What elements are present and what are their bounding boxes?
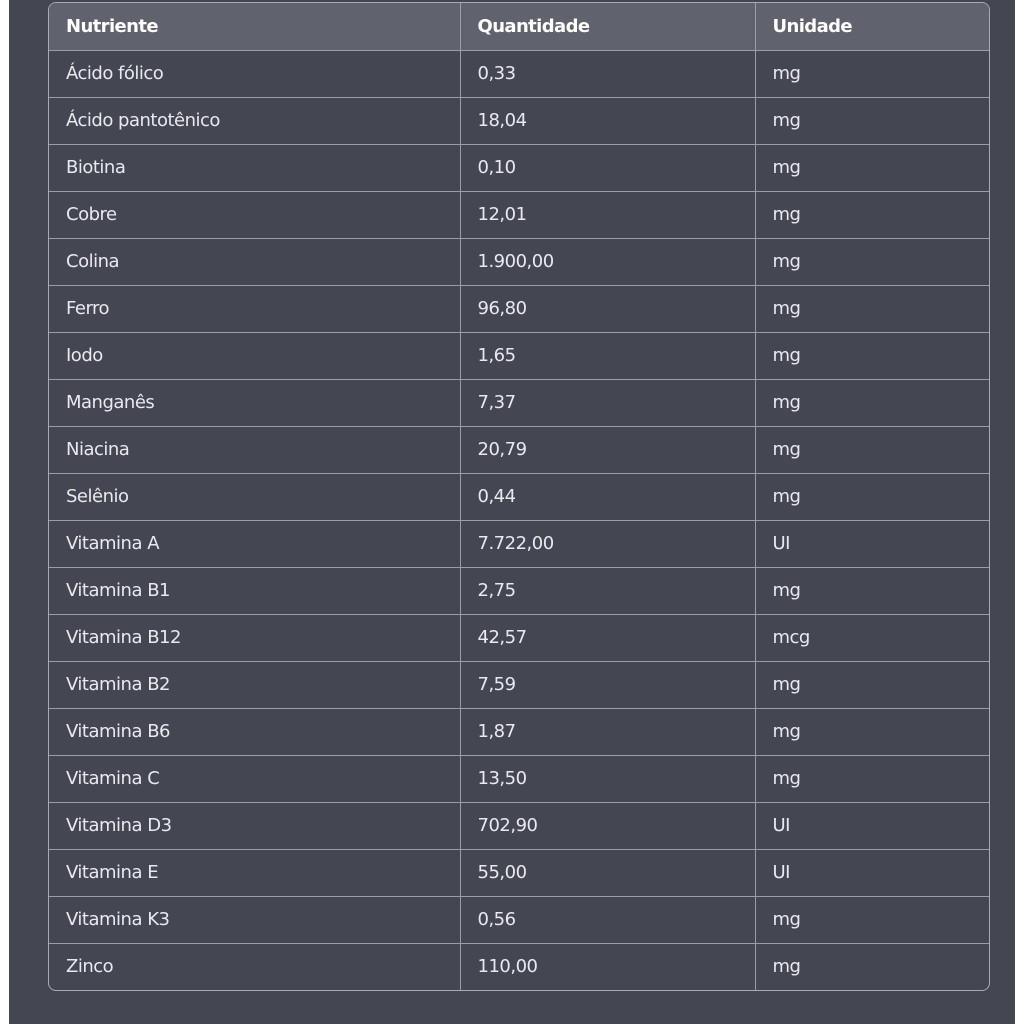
cell-nutrient: Iodo — [49, 332, 460, 379]
cell-quantity: 7.722,00 — [460, 520, 755, 567]
cell-quantity: 7,37 — [460, 379, 755, 426]
cell-unit: mg — [755, 238, 989, 285]
table-row — [49, 896, 989, 943]
cell-nutrient: Niacina — [49, 426, 460, 473]
cell-quantity: 42,57 — [460, 614, 755, 661]
table-row — [49, 50, 989, 97]
table-row — [49, 661, 989, 708]
table-row — [49, 567, 989, 614]
cell-unit: mg — [755, 708, 989, 755]
cell-nutrient: Selênio — [49, 473, 460, 520]
cell-unit: mg — [755, 661, 989, 708]
cell-nutrient: Ácido pantotênico — [49, 97, 460, 144]
table-row — [49, 520, 989, 567]
cell-nutrient: Vitamina K3 — [49, 896, 460, 943]
cell-quantity: 96,80 — [460, 285, 755, 332]
page-background — [9, 0, 1015, 1024]
cell-quantity: 12,01 — [460, 191, 755, 238]
table-row — [49, 285, 989, 332]
cell-unit: mg — [755, 896, 989, 943]
cell-unit: mg — [755, 755, 989, 802]
table-row — [49, 332, 989, 379]
table-row — [49, 708, 989, 755]
cell-unit: mg — [755, 50, 989, 97]
table-row — [49, 849, 989, 896]
cell-unit: mg — [755, 285, 989, 332]
cell-nutrient: Vitamina B12 — [49, 614, 460, 661]
cell-nutrient: Vitamina B1 — [49, 567, 460, 614]
cell-nutrient: Zinco — [49, 943, 460, 990]
cell-nutrient: Vitamina A — [49, 520, 460, 567]
cell-unit: mg — [755, 97, 989, 144]
table-row — [49, 802, 989, 849]
cell-unit: mg — [755, 379, 989, 426]
table-row — [49, 473, 989, 520]
cell-quantity: 2,75 — [460, 567, 755, 614]
table-row — [49, 238, 989, 285]
cell-quantity: 13,50 — [460, 755, 755, 802]
cell-nutrient: Vitamina B2 — [49, 661, 460, 708]
table-row — [49, 943, 989, 990]
cell-unit: mg — [755, 191, 989, 238]
cell-nutrient: Colina — [49, 238, 460, 285]
table-row — [49, 755, 989, 802]
table-row — [49, 426, 989, 473]
cell-quantity: 0,44 — [460, 473, 755, 520]
table-header-row — [49, 3, 989, 50]
nutrient-table — [49, 3, 989, 990]
cell-quantity: 702,90 — [460, 802, 755, 849]
cell-quantity: 0,56 — [460, 896, 755, 943]
cell-quantity: 110,00 — [460, 943, 755, 990]
cell-quantity: 1.900,00 — [460, 238, 755, 285]
cell-unit: mg — [755, 473, 989, 520]
cell-quantity: 0,10 — [460, 144, 755, 191]
cell-unit: UI — [755, 802, 989, 849]
cell-quantity: 7,59 — [460, 661, 755, 708]
cell-quantity: 1,87 — [460, 708, 755, 755]
cell-unit: mg — [755, 144, 989, 191]
cell-nutrient: Manganês — [49, 379, 460, 426]
cell-quantity: 18,04 — [460, 97, 755, 144]
cell-nutrient: Vitamina E — [49, 849, 460, 896]
cell-quantity: 55,00 — [460, 849, 755, 896]
cell-nutrient: Ferro — [49, 285, 460, 332]
cell-nutrient: Vitamina B6 — [49, 708, 460, 755]
column-header-quantity: Quantidade — [460, 3, 755, 50]
cell-quantity: 0,33 — [460, 50, 755, 97]
cell-unit: mg — [755, 426, 989, 473]
table-row — [49, 191, 989, 238]
cell-unit: mg — [755, 567, 989, 614]
cell-quantity: 1,65 — [460, 332, 755, 379]
cell-quantity: 20,79 — [460, 426, 755, 473]
cell-nutrient: Cobre — [49, 191, 460, 238]
nutrient-table-container — [48, 2, 990, 991]
cell-unit: mg — [755, 332, 989, 379]
table-row — [49, 144, 989, 191]
cell-unit: mcg — [755, 614, 989, 661]
cell-unit: UI — [755, 849, 989, 896]
cell-nutrient: Biotina — [49, 144, 460, 191]
cell-unit: mg — [772, 956, 801, 978]
cell-nutrient: Ácido fólico — [49, 50, 460, 97]
table-row — [49, 97, 989, 144]
column-header-nutrient: Nutriente — [49, 3, 460, 50]
table-row — [49, 614, 989, 661]
table-row — [49, 379, 989, 426]
cell-unit: UI — [755, 520, 989, 567]
table-body — [49, 50, 989, 990]
cell-nutrient: Vitamina C — [49, 755, 460, 802]
cell-nutrient: Vitamina D3 — [49, 802, 460, 849]
column-header-unit: Unidade — [755, 3, 989, 50]
